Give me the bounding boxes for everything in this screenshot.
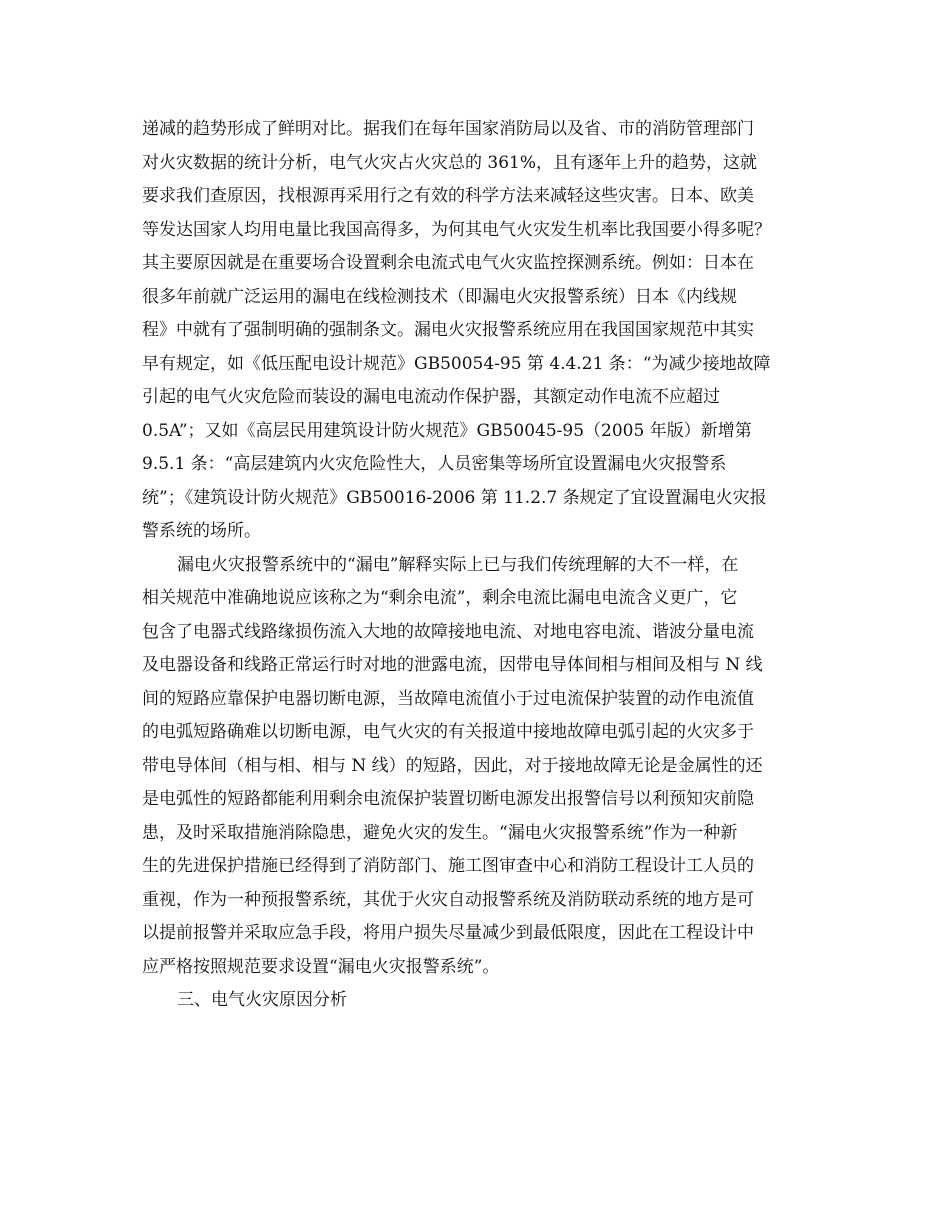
- text-line: 很多年前就广泛运用的漏电在线检测技术（即漏电火灾报警系统）日本《内线规: [142, 286, 737, 307]
- text-line: 的电弧短路确难以切断电源，电气火灾的有关报道中接地故障电弧引起的火灾多于: [142, 722, 754, 742]
- paragraph: [142, 113, 815, 549]
- text-line: 是电弧性的短路都能利用剩余电流保护装置切断电源发出报警信号以利预知灾前隐: [142, 789, 754, 809]
- text-line: 患，及时采取措施消除隐患，避免火灾的发生。“漏电火灾报警系统”作为一种新: [142, 822, 738, 843]
- text-line: 其主要原因就是在重要场合设置剩余电流式电气火灾监控探测系统。例如：日本在: [142, 253, 754, 273]
- text-line: 以提前报警并采取应急手段，将用户损失尽量减少到最低限度，因此在工程设计中: [142, 923, 754, 943]
- paragraph: [142, 984, 815, 1018]
- text-line: 相关规范中准确地说应该称之为“剩余电流”，剩余电流比漏电电流含义更广，它: [142, 588, 738, 608]
- text-line: 间的短路应靠保护电器切断电源，当故障电流值小于过电流保护装置的动作电流值: [142, 688, 754, 709]
- text-line: 对火灾数据的统计分析，电气火灾占火灾总的 361%，且有逐年上升的趋势，这就: [142, 152, 758, 173]
- document-body: [142, 113, 815, 1018]
- text-line: 9.5.1 条：“高层建筑内火灾危险性大，人员密集等场所宜设置漏电火灾报警系: [142, 454, 727, 474]
- text-line: 递减的趋势形成了鲜明对比。据我们在每年国家消防局以及省、市的消防管理部门: [142, 119, 754, 139]
- text-line: 0.5A”；又如《高层民用建筑设计防火规范》GB50045-95（2005 年版）新增第: [142, 420, 752, 441]
- text-line: 漏电火灾报警系统中的“漏电”解释实际上已与我们传统理解的大不一样，在: [177, 554, 739, 575]
- text-line: 应严格按照规范要求设置“漏电火灾报警系统”。: [142, 956, 500, 977]
- text-line: 包含了电器式线路缘损伤流入大地的故障接地电流、对地电容电流、谐波分量电流: [142, 621, 754, 642]
- text-line: 及电器设备和线路正常运行时对地的泄露电流，因带电导体间相与相间及相与 N 线: [142, 655, 763, 675]
- paragraph: [142, 549, 815, 985]
- text-line: 警系统的场所。: [142, 521, 261, 541]
- text-line: 统”；《建筑设计防火规范》GB50016-2006 第 11.2.7 条规定了宜设置漏电火灾报: [142, 487, 767, 508]
- text-line: 要求我们查原因，找根源再采用行之有效的科学方法来减轻这些灾害。日本、欧美: [142, 186, 754, 206]
- text-line: 带电导体间（相与相、相与 N 线）的短路，因此，对于接地故障无论是金属性的还: [142, 755, 763, 776]
- text-line: 引起的电气火灾危险而装设的漏电电流动作保护器，其额定动作电流不应超过: [142, 387, 720, 407]
- text-line: 等发达国家人均用电量比我国高得多，为何其电气火灾发生机率比我国要小得多呢？: [142, 219, 771, 240]
- section-heading: 三、电气火灾原因分析: [177, 990, 347, 1010]
- text-line: 早有规定，如《低压配电设计规范》GB50054-95 第 4.4.21 条：“为减少接地故障: [142, 353, 771, 374]
- text-line: 生的先进保护措施已经得到了消防部门、施工图审查中心和消防工程设计工人员的: [142, 856, 754, 876]
- text-line: 程》中就有了强制明确的强制条文。漏电火灾报警系统应用在我国国家规范中其实: [142, 320, 754, 340]
- text-line: 重视，作为一种预报警系统，其优于火灾自动报警系统及消防联动系统的地方是可: [142, 889, 754, 910]
